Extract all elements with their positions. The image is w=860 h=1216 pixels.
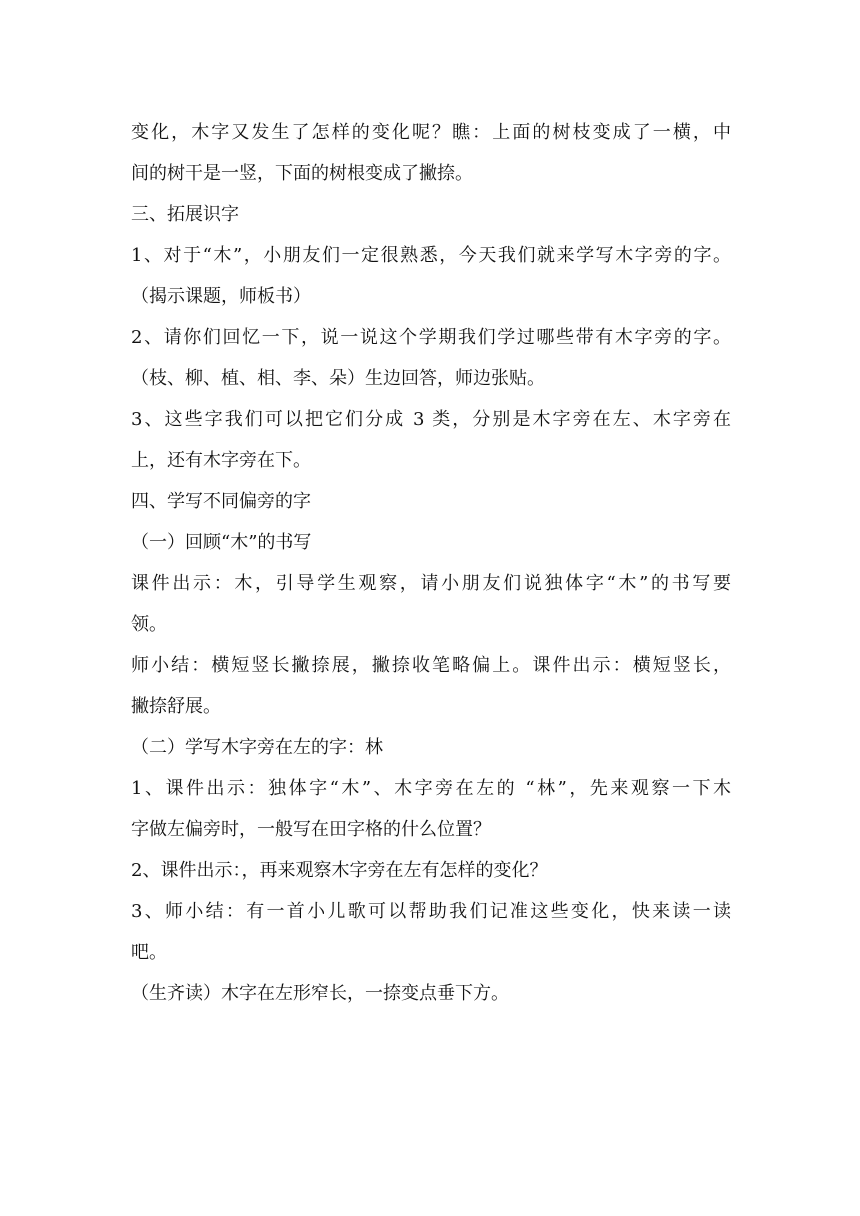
paragraph-line: 吧。 bbox=[131, 942, 167, 963]
paragraph-line: 间的树干是一竖，下面的树根变成了撇捺。 bbox=[131, 163, 473, 184]
paragraph-line: 领。 bbox=[131, 614, 167, 635]
paragraph-line: 2、课件出示：，再来观察木字旁在左有怎样的变化？ bbox=[131, 860, 548, 881]
paragraph-line: 撇捺舒展。 bbox=[131, 696, 221, 717]
paragraph-line: （生齐读）木字在左形窄长，一捺变点垂下方。 bbox=[131, 983, 509, 1004]
subsection-heading: （二）学写木字旁在左的字：林 bbox=[131, 737, 383, 758]
paragraph-line: 变化，木字又发生了怎样的变化呢？瞧：上面的树枝变成了一横，中 bbox=[131, 122, 731, 143]
section-heading: 四、学写不同偏旁的字 bbox=[131, 491, 311, 512]
document-body bbox=[131, 112, 731, 1014]
paragraph-line: 课件出示：木，引导学生观察，请小朋友们说独体字“木”的书写要 bbox=[131, 573, 731, 594]
paragraph-line: 3、这些字我们可以把它们分成 3 类，分别是木字旁在左、木字旁在 bbox=[131, 409, 731, 430]
paragraph-line: （揭示课题，师板书） bbox=[131, 286, 311, 307]
paragraph-line: 2、请你们回忆一下，说一说这个学期我们学过哪些带有木字旁的字。 bbox=[131, 327, 731, 348]
paragraph-line: 上，还有木字旁在下。 bbox=[131, 450, 311, 471]
subsection-heading: （一）回顾“木”的书写 bbox=[131, 532, 312, 553]
paragraph-line: 师小结：横短竖长撇捺展，撇捺收笔略偏上。课件出示：横短竖长， bbox=[131, 655, 731, 676]
paragraph-line: 1、课件出示：独体字“木”、木字旁在左的 “林”，先来观察一下木 bbox=[131, 778, 731, 799]
paragraph-line: 3、师小结：有一首小儿歌可以帮助我们记准这些变化，快来读一读 bbox=[131, 901, 731, 922]
paragraph-line: （枝、柳、植、相、李、朵）生边回答，师边张贴。 bbox=[131, 368, 545, 389]
paragraph-line: 字做左偏旁时，一般写在田字格的什么位置？ bbox=[131, 819, 491, 840]
section-heading: 三、拓展识字 bbox=[131, 204, 239, 225]
paragraph-line: 1、对于“木”，小朋友们一定很熟悉，今天我们就来学写木字旁的字。 bbox=[131, 245, 731, 266]
